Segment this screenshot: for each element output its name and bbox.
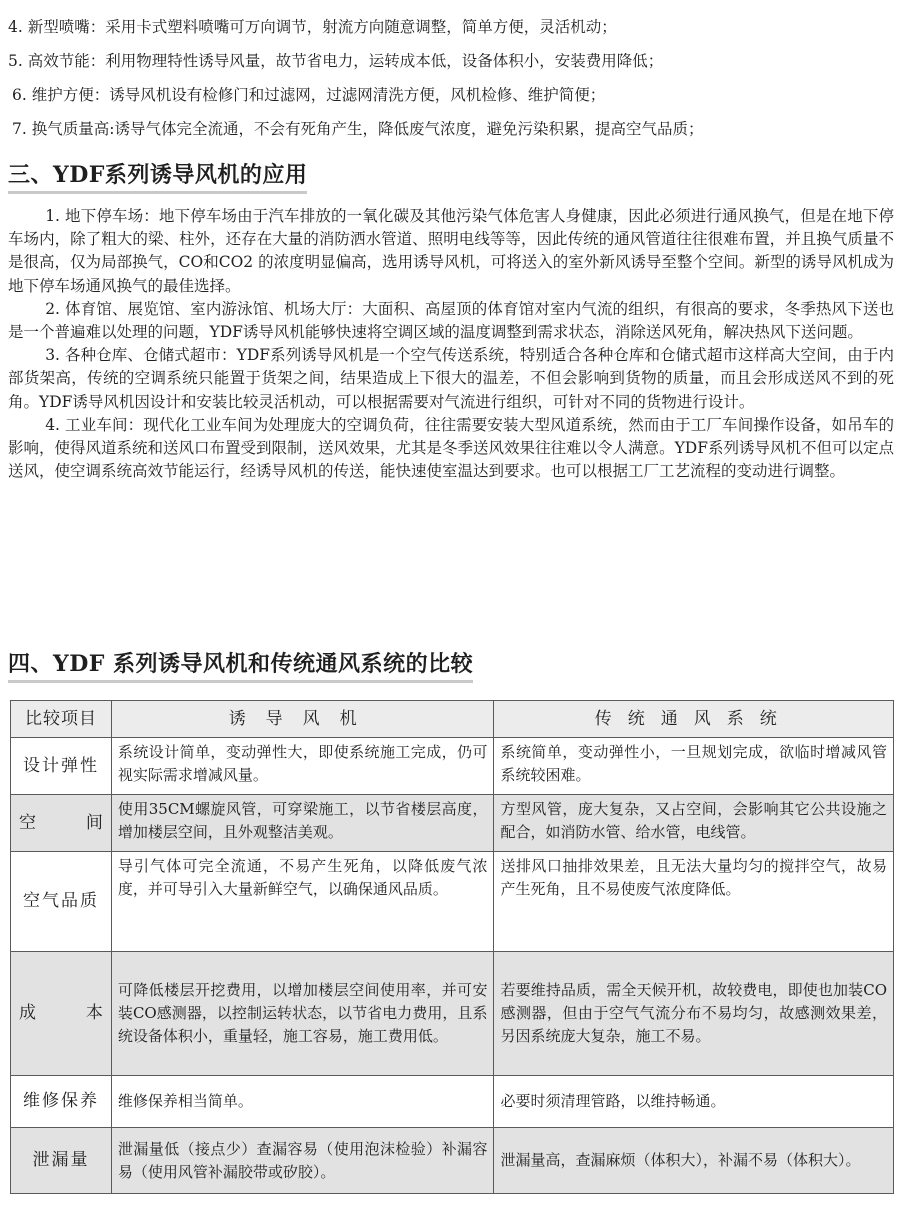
table-cell: 维修保养相当简单。: [111, 1076, 494, 1128]
list-item: 4. 新型喷嘴：采用卡式塑料喷嘴可万向调节，射流方向随意调整，简单方便，灵活机动；: [8, 18, 617, 36]
row-label: 空气品质: [11, 852, 112, 952]
table-row: [11, 795, 894, 852]
table-cell: 若要维持品质，需全天候开机，故较费电，即使也加装CO感测器，但由于空气气流分布不易均匀，故感测效果差，另因系统庞大复杂，施工不易。: [494, 952, 894, 1076]
heading-underline: [8, 680, 473, 683]
row-label-char: 空: [19, 812, 36, 833]
row-label-cost: [0, 0, 1, 1]
table-cell: 必要时须清理管路，以维持畅通。: [494, 1076, 894, 1128]
header-cell: 比较项目: [11, 701, 112, 738]
table-row: [11, 1128, 894, 1194]
table-row: [11, 952, 894, 1076]
list-item: 7. 换气质量高:诱导气体完全流通，不会有死角产生，降低废气浓度，避免污染积累，提高空气品质；: [12, 120, 704, 138]
table-cell: 可降低楼层开挖费用，以增加楼层空间使用率，并可安装CO感测器，以控制运转状态，以节省电力费用，且系统设备体积小，重量轻，施工容易，施工费用低。: [111, 952, 494, 1076]
table-row: [11, 738, 894, 795]
table-cell: 系统简单，变动弹性小，一旦规划完成，欲临时增减风管系统较困难。: [494, 738, 894, 795]
section-title: 三、YDF系列诱导风机的应用: [8, 162, 308, 188]
table-cell: 方型风管，庞大复杂，又占空间，会影响其它公共设施之配合，如消防水管、给水管，电线管。: [494, 795, 894, 852]
paragraph: 2. 体育馆、展览馆、室内游泳馆、机场大厅：大面积、高屋顶的体育馆对室内气流的组织，有很高的要求，冬季热风下送也是一个普遍难以处理的问题，YDF诱导风机能够快速将空调区域的温度调整到需求状态，消除送风死角，解决热风下送问题。: [8, 299, 894, 342]
table-cell: 导引气体可完全流通，不易产生死角，以降低废气浓度，并可导引入大量新鲜空气，以确保通风品质。: [111, 852, 494, 952]
list-item: 5. 高效节能：利用物理特性诱导风量，故节省电力，运转成本低，设备体积小，安装费用降低；: [8, 52, 664, 70]
row-label: 泄漏量: [11, 1128, 112, 1194]
row-label-char: 成: [19, 1003, 36, 1023]
table-cell: 使用35CM螺旋风管，可穿梁施工，以节省楼层高度，增加楼层空间，且外观整洁美观。: [111, 795, 494, 852]
row-label: 维修保养: [11, 1076, 112, 1128]
paragraph: 3. 各种仓库、仓储式超市：YDF系列诱导风机是一个空气传送系统，特别适合各种仓库和仓储式超市这样高大空间，由于内部货架高，传统的空调系统只能置于货架之间，结果造成上下很大的温差，不但会影响到货物的质量，而且会形成送风不到的死角。YDF诱导风机因设计和安装比较灵活机动，可以根据需要对气流进行组织，可针对不同的货物进行设计。: [8, 346, 894, 411]
section-heading-comparison: [8, 647, 473, 683]
header-cell: 诱导风机: [111, 701, 494, 738]
header-cell: 传统通风系统: [494, 701, 894, 738]
row-label-char: 间: [85, 812, 103, 833]
table-cell: 泄漏量高，查漏麻烦（体积大），补漏不易（体积大）。: [494, 1128, 894, 1194]
feature-list: [8, 10, 894, 146]
table-cell: 泄漏量低（接点少）查漏容易（使用泡沫检验）补漏容易（使用风管补漏胶带或矽胶）。: [111, 1128, 494, 1194]
section-heading-applications: [8, 158, 307, 194]
table-cell: 系统设计简单，变动弹性大，即使系统施工完成，仍可视实际需求增减风量。: [111, 738, 494, 795]
applications-text: [8, 205, 894, 483]
list-item: 6. 维护方便：诱导风机设有检修门和过滤网，过滤网清洗方便，风机检修、维护简便；: [12, 86, 606, 104]
table-header-row: [11, 701, 894, 738]
section-title: 四、YDF 系列诱导风机和传统通风系统的比较: [8, 651, 474, 677]
row-label: 设计弹性: [11, 738, 112, 795]
table-cell: 送排风口抽排效果差，且无法大量均匀的搅拌空气，故易产生死角，且不易使废气浓度降低。: [494, 852, 894, 952]
row-label-char: 本: [85, 1003, 103, 1023]
heading-underline: [8, 191, 307, 194]
row-label-spread: [13, 812, 109, 835]
row-label: [11, 952, 112, 1076]
row-label-spread: [13, 1002, 109, 1025]
row-label: [11, 795, 112, 852]
paragraph: 1. 地下停车场：地下停车场由于汽车排放的一氧化碳及其他污染气体危害人身健康，因此必须进行通风换气，但是在地下停车场内，除了粗大的梁、柱外，还存在大量的消防洒水管道、照明电线等等，因此传统的通风管道往往很难布置，并且换气质量不是很高，仅为局部换气，CO和CO2 的浓度明显偏高，选用诱导风机，可将送入的室外新风诱导至整个空间。新型的诱导风机成为地下停车场通风换气的最佳选择。: [8, 207, 894, 295]
comparison-table: [10, 700, 894, 1194]
paragraph: 4. 工业车间：现代化工业车间为处理庞大的空调负荷，往往需要安装大型风道系统，然而由于工厂车间操作设备，如吊车的影响，使得风道系统和送风口布置受到限制，送风效果，尤其是冬季送风效果往往难以令人满意。YDF系列诱导风机不但可以定点送风，使空调系统高效节能运行，经诱导风机的传送，能快速使室温达到要求。也可以根据工厂工艺流程的变动进行调整。: [8, 415, 894, 481]
table-row: [11, 1076, 894, 1128]
table-row: [11, 852, 894, 952]
